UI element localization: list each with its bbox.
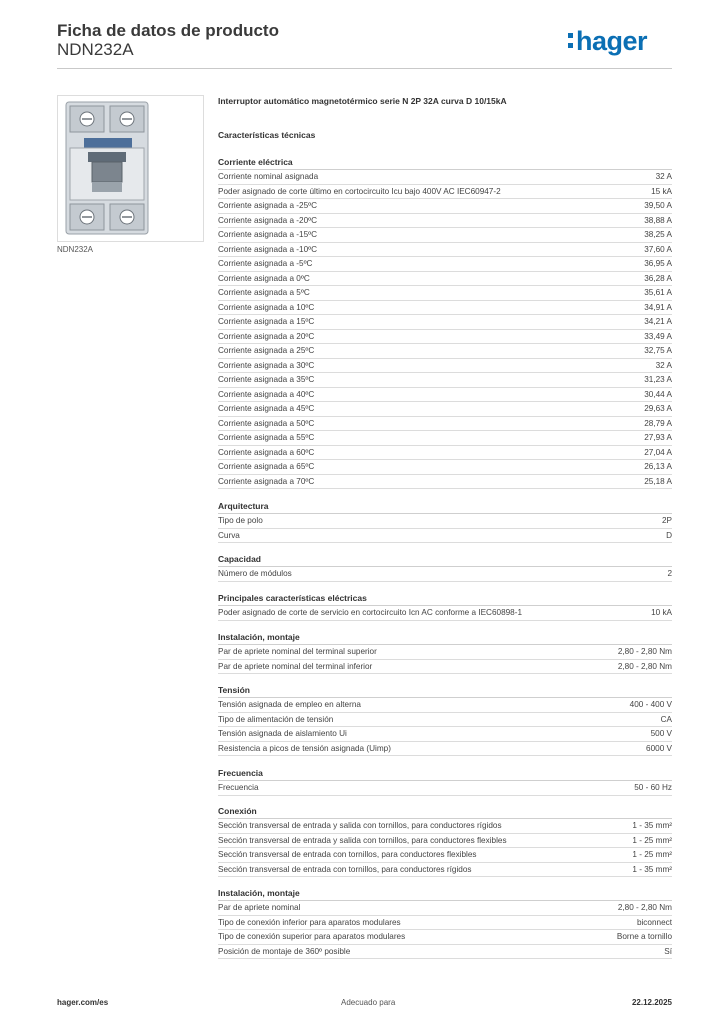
spec-row — [218, 916, 672, 931]
spec-label: Tipo de polo — [218, 516, 263, 525]
spec-row — [218, 228, 672, 243]
spec-row — [218, 606, 672, 621]
spec-row — [218, 834, 672, 849]
spec-value: 50 - 60 Hz — [634, 783, 672, 792]
spec-label: Tipo de conexión superior para aparatos modulares — [218, 932, 406, 941]
section-title: Instalación, montaje — [218, 630, 672, 645]
spec-row — [218, 475, 672, 490]
spec-row — [218, 402, 672, 417]
spec-label: Corriente asignada a 0ºC — [218, 273, 310, 283]
logo-mark-icon — [568, 30, 575, 50]
spec-label: Corriente asignada a 20ºC — [218, 331, 315, 341]
spec-value: 27,93 A — [644, 433, 672, 442]
page-title: Ficha de datos de producto — [57, 21, 279, 40]
spec-value: 38,88 A — [644, 215, 672, 225]
image-caption: NDN232A — [57, 245, 94, 254]
spec-row — [218, 713, 672, 728]
spec-value: 29,63 A — [644, 404, 672, 413]
spec-row — [218, 417, 672, 432]
spec-label: Poder asignado de corte último en cortocircuito Icu bajo 400V AC IEC60947-2 — [218, 186, 501, 196]
spec-label: Corriente nominal asignada — [218, 172, 319, 181]
spec-row — [218, 863, 672, 878]
spec-value: CA — [660, 714, 672, 724]
spec-label: Posición de montaje de 360º posible — [218, 946, 351, 956]
spec-row — [218, 446, 672, 461]
spec-label: Sección transversal de entrada y salida con tornillos, para conductores rígidos — [218, 821, 502, 830]
spec-label: Curva — [218, 530, 240, 540]
spec-value: 1 - 25 mm² — [632, 835, 672, 845]
spec-value: 1 - 25 mm² — [632, 850, 672, 859]
spec-row — [218, 698, 672, 713]
spec-label: Tensión asignada de aislamiento Ui — [218, 729, 347, 738]
spec-row — [218, 257, 672, 272]
header-divider — [57, 68, 672, 69]
circuit-breaker-image — [58, 96, 203, 241]
spec-value: biconnect — [636, 917, 672, 927]
section-title: Tensión — [218, 683, 672, 698]
spec-value: 6000 V — [646, 743, 672, 753]
spec-row — [218, 645, 672, 660]
spec-row — [218, 199, 672, 214]
section-title: Instalación, montaje — [218, 886, 672, 901]
spec-label: Sección transversal de entrada y salida con tornillos, para conductores flexibles — [218, 835, 507, 845]
spec-label: Corriente asignada a 65ºC — [218, 462, 315, 471]
spec-row — [218, 170, 672, 185]
spec-value: 38,25 A — [644, 230, 672, 239]
spec-value: 33,49 A — [644, 331, 672, 341]
spec-value: 2,80 - 2,80 Nm — [617, 903, 672, 912]
spec-value: 2,80 - 2,80 Nm — [617, 647, 672, 656]
spec-label: Corriente asignada a 25ºC — [218, 346, 315, 355]
spec-value: 31,23 A — [644, 375, 672, 384]
spec-value: 27,04 A — [644, 447, 672, 457]
spec-row — [218, 781, 672, 796]
spec-label: Tipo de alimentación de tensión — [218, 714, 334, 724]
spec-label: Corriente asignada a 55ºC — [218, 433, 315, 442]
spec-value: 32 A — [655, 172, 672, 181]
spec-label: Corriente asignada a 70ºC — [218, 476, 315, 486]
spec-label: Corriente asignada a -15ºC — [218, 230, 318, 239]
spec-value: Borne a tornillo — [616, 932, 672, 941]
section-title: Corriente eléctrica — [218, 155, 672, 170]
spec-label: Corriente asignada a -25ºC — [218, 201, 318, 210]
spec-value: 26,13 A — [644, 462, 672, 471]
spec-row — [218, 742, 672, 757]
spec-value: Sí — [664, 946, 672, 956]
spec-value: 32 A — [655, 360, 672, 370]
spec-row — [218, 945, 672, 960]
spec-row — [218, 344, 672, 359]
spec-label: Corriente asignada a -5ºC — [218, 259, 313, 268]
spec-value: 1 - 35 mm² — [632, 864, 672, 874]
spec-value: 37,60 A — [644, 244, 672, 254]
spec-label: Corriente asignada a 30ºC — [218, 360, 315, 370]
spec-row — [218, 660, 672, 675]
spec-value: 1 - 35 mm² — [632, 821, 672, 830]
footer-date: 22.12.2025 — [631, 998, 672, 1007]
spec-row — [218, 930, 672, 945]
spec-label: Poder asignado de corte de servicio en cortocircuito Icn AC conforme a IEC60898-1 — [218, 608, 523, 617]
spec-label: Número de módulos — [218, 569, 292, 578]
spec-label: Sección transversal de entrada con tornillos, para conductores flexibles — [218, 850, 477, 859]
spec-label: Par de apriete nominal del terminal inferior — [218, 661, 373, 671]
spec-value: 36,95 A — [644, 259, 672, 268]
spec-label: Resistencia a picos de tensión asignada (Uimp) — [218, 743, 391, 753]
spec-row — [218, 272, 672, 287]
spec-label: Corriente asignada a -10ºC — [218, 244, 318, 254]
spec-label: Corriente asignada a 60ºC — [218, 447, 315, 457]
spec-label: Corriente asignada a 10ºC — [218, 302, 315, 312]
spec-row — [218, 330, 672, 345]
spec-value: 39,50 A — [644, 201, 672, 210]
spec-value: 15 kA — [651, 186, 672, 196]
spec-label: Frecuencia — [218, 783, 259, 792]
section-title: Arquitectura — [218, 499, 672, 514]
section-title: Capacidad — [218, 552, 672, 567]
product-description: Interruptor automático magnetotérmico serie N 2P 32A curva D 10/15kA — [218, 96, 507, 106]
footer-center-text: Adecuado para — [341, 998, 396, 1007]
spec-label: Corriente asignada a 50ºC — [218, 418, 315, 428]
spec-value: 400 - 400 V — [629, 700, 672, 709]
spec-value: 500 V — [650, 729, 672, 738]
spec-row — [218, 901, 672, 916]
spec-row — [218, 286, 672, 301]
spec-row — [218, 388, 672, 403]
product-code: NDN232A — [57, 40, 134, 59]
spec-label: Tensión asignada de empleo en alterna — [218, 700, 361, 709]
spec-label: Par de apriete nominal del terminal superior — [218, 647, 377, 656]
spec-value: D — [666, 530, 672, 540]
spec-value: 10 kA — [651, 608, 672, 617]
spec-value: 2 — [667, 569, 672, 578]
spec-value: 25,18 A — [644, 476, 672, 486]
spec-value: 34,21 A — [644, 317, 672, 326]
spec-row — [218, 359, 672, 374]
spec-value: 34,91 A — [644, 302, 672, 312]
spec-row — [218, 431, 672, 446]
spec-row — [218, 567, 672, 582]
product-image — [57, 95, 204, 242]
spec-row — [218, 848, 672, 863]
spec-value: 35,61 A — [644, 288, 672, 297]
spec-row — [218, 373, 672, 388]
specs-title: Características técnicas — [218, 130, 316, 140]
spec-row — [218, 315, 672, 330]
spec-row — [218, 529, 672, 544]
spec-value: 2P — [661, 516, 672, 525]
spec-row — [218, 185, 672, 200]
spec-row — [218, 727, 672, 742]
spec-value: 28,79 A — [644, 418, 672, 428]
section-title: Conexión — [218, 804, 672, 819]
spec-row — [218, 514, 672, 529]
spec-row — [218, 460, 672, 475]
spec-label: Corriente asignada a 35ºC — [218, 375, 315, 384]
spec-label: Tipo de conexión inferior para aparatos modulares — [218, 917, 401, 927]
spec-label: Sección transversal de entrada con tornillos, para conductores rígidos — [218, 864, 472, 874]
spec-value: 30,44 A — [644, 389, 672, 399]
spec-row — [218, 301, 672, 316]
spec-label: Par de apriete nominal — [218, 903, 301, 912]
spec-label: Corriente asignada a 40ºC — [218, 389, 315, 399]
spec-row — [218, 214, 672, 229]
spec-value: 2,80 - 2,80 Nm — [617, 661, 672, 671]
hager-logo — [568, 26, 647, 56]
section-title: Principales características eléctricas — [218, 591, 672, 606]
spec-value: 32,75 A — [644, 346, 672, 355]
spec-row — [218, 819, 672, 834]
spec-label: Corriente asignada a 5ºC — [218, 288, 310, 297]
spec-value: 36,28 A — [644, 273, 672, 283]
section-title: Frecuencia — [218, 766, 672, 781]
spec-label: Corriente asignada a 45ºC — [218, 404, 315, 413]
spec-label: Corriente asignada a -20ºC — [218, 215, 318, 225]
spec-label: Corriente asignada a 15ºC — [218, 317, 315, 326]
logo-text: hager — [576, 26, 648, 56]
footer-website[interactable]: hager.com/es — [57, 998, 109, 1007]
spec-row — [218, 243, 672, 258]
